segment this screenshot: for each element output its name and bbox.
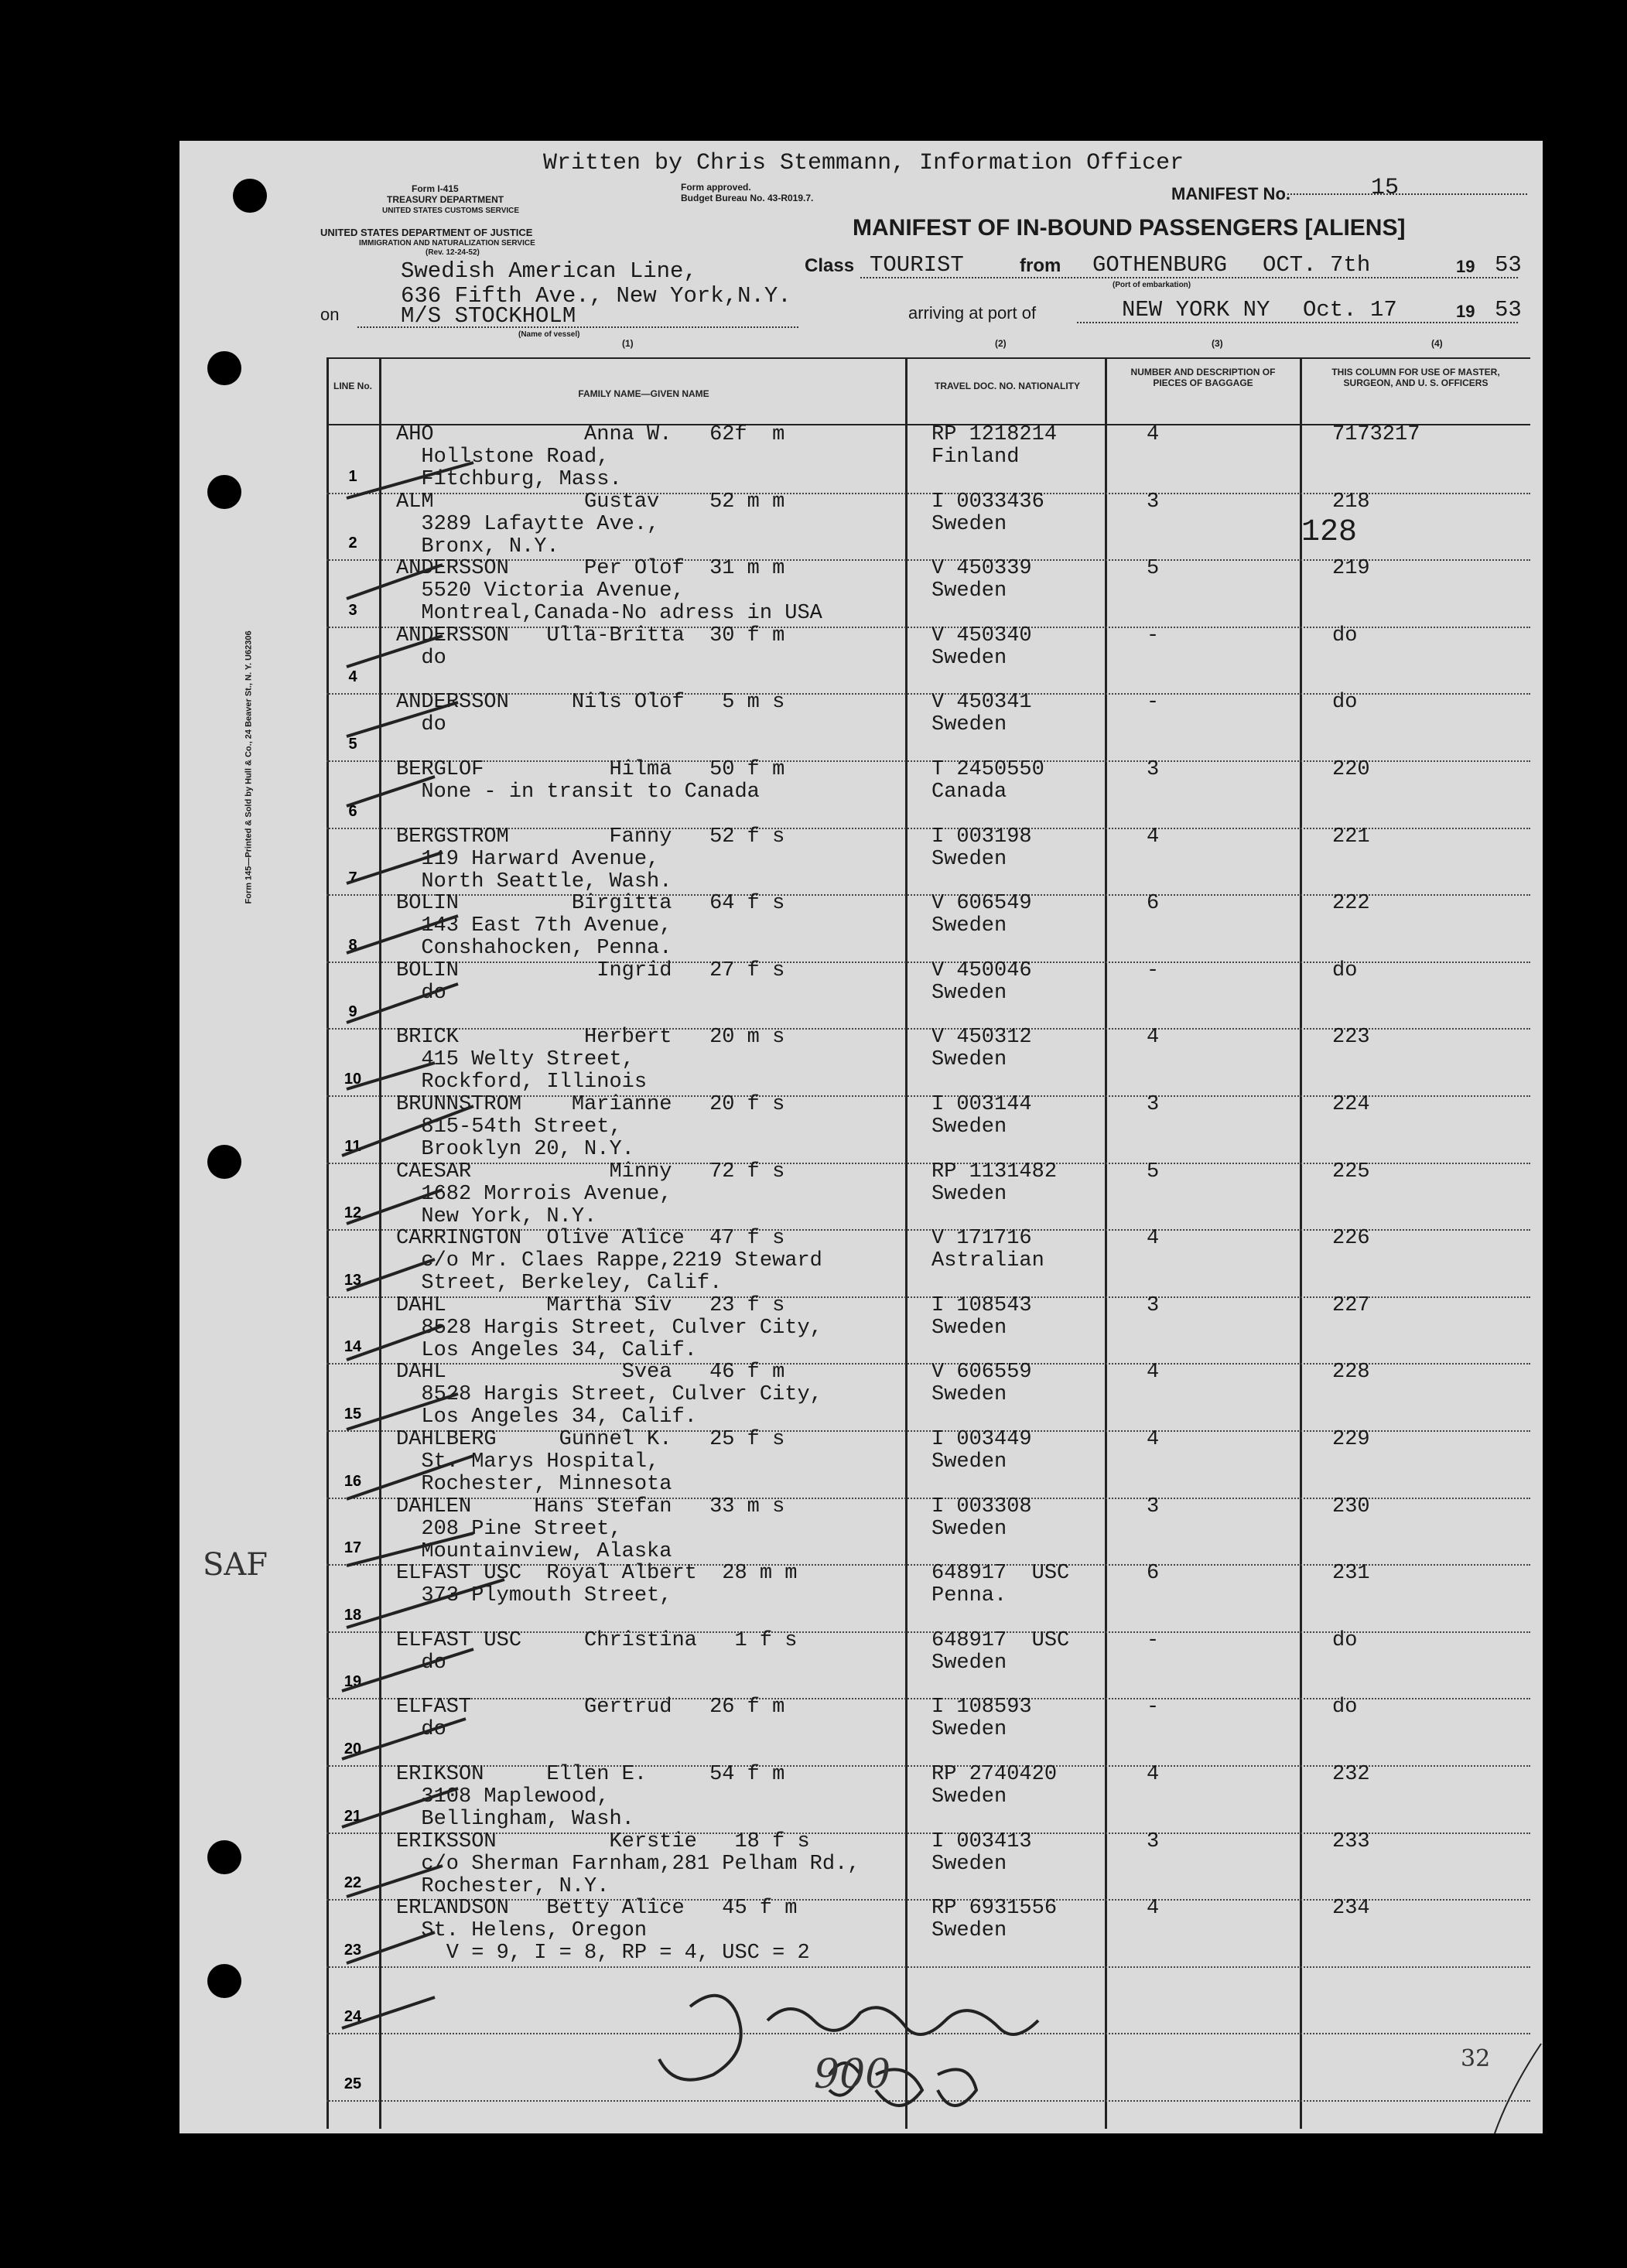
vessel-caption: (Name of vessel) — [518, 330, 580, 339]
passenger-address-1: St. Helens, Oregon — [396, 1919, 648, 1943]
officer-number: 221 — [1332, 825, 1370, 849]
line-number: 17 — [344, 1539, 362, 1557]
baggage-count: - — [1147, 623, 1160, 647]
travel-doc-number: V 606549 — [931, 892, 1032, 916]
nationality: Sweden — [931, 1651, 1007, 1675]
travel-doc-number: V 450340 — [931, 623, 1032, 647]
passenger-address-1: do — [396, 713, 446, 737]
line-number: 1 — [348, 467, 357, 485]
passenger-address-1: 8528 Hargis Street, Culver City, — [396, 1383, 822, 1407]
passenger-address-1: Hollstone Road, — [396, 446, 610, 469]
baggage-count: 4 — [1147, 1227, 1160, 1251]
passenger-address-1: do — [396, 646, 446, 670]
passenger-name: ELFAST Gertrud 26 f m — [396, 1696, 785, 1720]
baggage-count: 4 — [1147, 1026, 1160, 1050]
travel-doc-number: I 108593 — [931, 1696, 1032, 1720]
line-number: 25 — [344, 2075, 362, 2092]
travel-doc-number: I 003308 — [931, 1494, 1032, 1518]
nationality: Sweden — [931, 847, 1007, 871]
line-number: 3 — [348, 601, 357, 619]
passenger-address-1: do — [396, 1651, 446, 1675]
officer-number: 223 — [1332, 1026, 1370, 1050]
baggage-count: 4 — [1147, 1763, 1160, 1786]
manifest-number: 15 — [1371, 175, 1400, 201]
officer-number: do — [1332, 691, 1358, 715]
passenger-address-2: V = 9, I = 8, RP = 4, USC = 2 — [396, 1942, 810, 1966]
officer-number: 226 — [1332, 1227, 1370, 1251]
header-baggage: NUMBER AND DESCRIPTION OF PIECES OF BAGGAGE — [1130, 367, 1276, 388]
baggage-count: 6 — [1147, 892, 1160, 916]
from-label: from — [1020, 255, 1061, 276]
travel-doc-number: RP 1218214 — [931, 423, 1058, 446]
nationality: Sweden — [931, 914, 1007, 938]
passenger-name: ANDERSSON Ulla-Britta 30 f m — [396, 623, 785, 647]
col-num-3: (3) — [1212, 338, 1223, 349]
manifest-sheet — [179, 141, 1543, 2133]
officer-number: 233 — [1332, 1829, 1370, 1853]
passenger-address-2: Rochester, Minnesota — [396, 1473, 672, 1496]
travel-doc-number: V 450312 — [931, 1026, 1032, 1050]
passenger-address-1: St. Marys Hospital, — [396, 1450, 660, 1474]
baggage-count: 5 — [1147, 1160, 1160, 1184]
officer-number: 219 — [1332, 557, 1370, 581]
manifest-label: MANIFEST No. — [1171, 184, 1290, 203]
passenger-address-2: North Seattle, Wash. — [396, 869, 672, 893]
travel-doc-number: I 003449 — [931, 1428, 1032, 1451]
officer-number: 225 — [1332, 1160, 1370, 1184]
arrival-year-prefix: 19 — [1456, 302, 1475, 321]
nationality: Sweden — [931, 1450, 1007, 1474]
class-label: Class — [805, 255, 855, 276]
baggage-count: 3 — [1147, 1293, 1160, 1317]
travel-doc-number: RP 2740420 — [931, 1763, 1058, 1786]
travel-doc-number: I 0033436 — [931, 490, 1044, 514]
passenger-name: AHO Anna W. 62f m — [396, 423, 785, 446]
nationality: Sweden — [931, 1182, 1007, 1206]
travel-doc-number: RP 6931556 — [931, 1897, 1058, 1921]
baggage-count: - — [1147, 1628, 1160, 1652]
line-number: 18 — [344, 1606, 362, 1624]
class-value: TOURIST — [870, 252, 964, 278]
line-number: 9 — [348, 1003, 357, 1021]
embark-caption: (Port of embarkation) — [1113, 281, 1191, 289]
line-number: 7 — [348, 869, 357, 887]
manifest-title: MANIFEST OF IN-BOUND PASSENGERS [ALIENS] — [853, 215, 1406, 241]
travel-doc-number: V 606559 — [931, 1361, 1032, 1385]
passenger-address-2: Montreal,Canada-No adress in USA — [396, 602, 822, 626]
line-number: 21 — [344, 1807, 362, 1825]
passenger-address-2: Bronx, N.Y. — [396, 535, 559, 558]
passenger-address-2: Rochester, N.Y. — [396, 1874, 610, 1898]
nationality: Sweden — [931, 1852, 1007, 1876]
officer-number: 231 — [1332, 1562, 1370, 1586]
passenger-address-2: Street, Berkeley, Calif. — [396, 1272, 723, 1296]
passenger-address-1: 373 Plymouth Street, — [396, 1584, 672, 1608]
baggage-count: - — [1147, 1696, 1160, 1720]
baggage-count: 4 — [1147, 1428, 1160, 1451]
passenger-name: BRUNNSTROM Marianne 20 f s — [396, 1093, 785, 1116]
line-number: 4 — [348, 668, 357, 686]
travel-doc-number: T 2450550 — [931, 758, 1044, 781]
passenger-address-1: c/o Sherman Farnham,281 Pelham Rd., — [396, 1852, 860, 1876]
line-number: 2 — [348, 535, 357, 552]
nationality: Canada — [931, 780, 1007, 804]
baggage-count: - — [1147, 958, 1160, 982]
budget-bureau: Budget Bureau No. 43-R019.7. — [681, 193, 814, 203]
nationality: Penna. — [931, 1584, 1007, 1608]
officer-number: 234 — [1332, 1897, 1370, 1921]
passenger-name: ELFAST USC Christina 1 f s — [396, 1628, 798, 1652]
nationality: Sweden — [931, 646, 1007, 670]
baggage-count: 3 — [1147, 1093, 1160, 1116]
officer-number: do — [1332, 958, 1358, 982]
passenger-name: ERLANDSON Betty Alice 45 f m — [396, 1897, 798, 1921]
passenger-name: ELFAST USC Royal Albert 28 m m — [396, 1562, 798, 1586]
line-number: 20 — [344, 1740, 362, 1757]
travel-doc-number: I 108543 — [931, 1293, 1032, 1317]
baggage-count: 4 — [1147, 1897, 1160, 1921]
line-address: 636 Fifth Ave., New York,N.Y. — [401, 283, 791, 309]
officer-number: 230 — [1332, 1494, 1370, 1518]
side-print: Form 145—Printed & Sold by Hull & Co., 24 Beaver St., N. Y. U62306 — [244, 630, 254, 904]
passenger-name: ERIKSON Ellen E. 54 f m — [396, 1763, 785, 1786]
treasury-dept: TREASURY DEPARTMENT — [387, 194, 504, 205]
passenger-address-1: 8528 Hargis Street, Culver City, — [396, 1316, 822, 1340]
on-label: on — [320, 305, 340, 324]
officer-number: 232 — [1332, 1763, 1370, 1786]
passenger-name: CARRINGTON Olive Alice 47 f s — [396, 1227, 785, 1251]
passenger-name: ANDERSSON Per Olof 31 m m — [396, 557, 785, 581]
officer-number: do — [1332, 1696, 1358, 1720]
passenger-name: BERGLOF Hilma 50 f m — [396, 758, 785, 781]
travel-doc-number: 648917 USC — [931, 1628, 1070, 1652]
officer-number: 228 — [1332, 1361, 1370, 1385]
passenger-name: BOLIN Ingrid 27 f s — [396, 958, 785, 982]
baggage-count: 3 — [1147, 758, 1160, 781]
ins-service: IMMIGRATION AND NATURALIZATION SERVICE — [359, 239, 535, 248]
header-name: FAMILY NAME—GIVEN NAME — [578, 388, 709, 399]
form-number: Form I-415 — [412, 183, 459, 194]
passenger-address-1: 1682 Morrois Avenue, — [396, 1182, 672, 1206]
written-by: Written by Chris Stemmann, Information Officer — [543, 150, 1184, 176]
travel-doc-number: V 450339 — [931, 557, 1032, 581]
passenger-address-2: Mountainview, Alaska — [396, 1539, 672, 1563]
baggage-count: - — [1147, 691, 1160, 715]
baggage-count: 3 — [1147, 1829, 1160, 1853]
passenger-address-1: 5520 Victoria Avenue, — [396, 579, 685, 603]
passenger-address-2: New York, N.Y. — [396, 1204, 597, 1228]
passenger-name: DAHLBERG Gunnel K. 25 f s — [396, 1428, 785, 1451]
col-num-4: (4) — [1431, 338, 1443, 349]
form-revision: (Rev. 12-24-52) — [426, 248, 480, 257]
line-number: 6 — [348, 802, 357, 820]
line-number: 14 — [344, 1338, 362, 1356]
arriving-label: arriving at port of — [908, 303, 1037, 323]
port-arrival: NEW YORK NY — [1122, 297, 1270, 323]
handwritten-marks — [179, 141, 1543, 2133]
officer-number: 7173217 — [1332, 423, 1420, 446]
travel-doc-number: V 171716 — [931, 1227, 1032, 1251]
baggage-count: 5 — [1147, 557, 1160, 581]
passenger-address-1: None - in transit to Canada — [396, 780, 760, 804]
passenger-address-2: Fitchburg, Mass. — [396, 468, 622, 491]
nationality: Finland — [931, 446, 1020, 469]
travel-doc-number: 648917 USC — [931, 1562, 1070, 1586]
officer-number: do — [1332, 1628, 1358, 1652]
nationality: Sweden — [931, 579, 1007, 603]
nationality: Sweden — [931, 1785, 1007, 1809]
passenger-address-1: 415 Welty Street, — [396, 1048, 634, 1072]
justice-dept: UNITED STATES DEPARTMENT OF JUSTICE — [320, 227, 533, 238]
signature-number: 900 — [814, 2051, 891, 2098]
travel-doc-number: V 450046 — [931, 958, 1032, 982]
passenger-address-1: do — [396, 981, 446, 1005]
embark-year-prefix: 19 — [1456, 257, 1475, 276]
passenger-address-2: Brooklyn 20, N.Y. — [396, 1138, 634, 1161]
line-number: 5 — [348, 735, 357, 753]
nationality: Sweden — [931, 1383, 1007, 1407]
header-travel-doc: TRAVEL DOC. NO. NATIONALITY — [935, 381, 1080, 391]
passenger-name: CAESAR Minny 72 f s — [396, 1160, 785, 1184]
passenger-name: DAHL Svea 46 f m — [396, 1361, 785, 1385]
header-line-no: LINE No. — [333, 381, 372, 391]
passenger-address-1: 119 Harward Avenue, — [396, 847, 660, 871]
travel-doc-number: RP 1131482 — [931, 1160, 1058, 1184]
nationality: Sweden — [931, 1316, 1007, 1340]
vessel-name: M/S STOCKHOLM — [401, 303, 576, 329]
line-number: 22 — [344, 1874, 362, 1892]
line-number: 19 — [344, 1673, 362, 1691]
nationality: Sweden — [931, 1517, 1007, 1541]
line-number: 12 — [344, 1204, 362, 1222]
baggage-count: 4 — [1147, 423, 1160, 446]
officer-number: 218 — [1332, 490, 1370, 514]
customs-service: UNITED STATES CUSTOMS SERVICE — [382, 207, 520, 215]
arrival-date: Oct. 17 — [1303, 297, 1397, 323]
officer-number: do — [1332, 623, 1358, 647]
officer-number: 227 — [1332, 1293, 1370, 1317]
passenger-address-1: 143 East 7th Avenue, — [396, 914, 672, 938]
corner-note: 32 — [1461, 2045, 1491, 2072]
arrival-year: 53 — [1495, 297, 1522, 323]
travel-doc-number: I 003144 — [931, 1093, 1032, 1116]
officer-number: 220 — [1332, 758, 1370, 781]
passenger-address-1: 208 Pine Street, — [396, 1517, 622, 1541]
officer-number: 229 — [1332, 1428, 1370, 1451]
line-number: 13 — [344, 1271, 362, 1289]
baggage-count: 4 — [1147, 1361, 1160, 1385]
passenger-name: BRICK Herbert 20 m s — [396, 1026, 785, 1050]
line-number: 16 — [344, 1472, 362, 1490]
passenger-address-2: Los Angeles 34, Calif. — [396, 1406, 697, 1429]
port-embarkation: GOTHENBURG — [1092, 252, 1228, 278]
margin-note-saf: SAF — [203, 1547, 268, 1583]
embark-date: OCT. 7th — [1263, 252, 1371, 278]
passenger-name: DAHL Martha Siv 23 f s — [396, 1293, 785, 1317]
line-number: 15 — [344, 1405, 362, 1423]
line-number: 8 — [348, 936, 357, 954]
travel-doc-number: I 003413 — [931, 1829, 1032, 1853]
passenger-name: DAHLEN Hans Stefan 33 m s — [396, 1494, 785, 1518]
form-approved: Form approved. — [681, 182, 751, 193]
officer-number: 222 — [1332, 892, 1370, 916]
nationality: Sweden — [931, 1048, 1007, 1072]
travel-doc-number: V 450341 — [931, 691, 1032, 715]
page-stamp: 128 — [1301, 515, 1358, 550]
header-officers: THIS COLUMN FOR USE OF MASTER, SURGEON, AND U. S. OFFICERS — [1331, 367, 1500, 388]
col-num-2: (2) — [995, 338, 1007, 349]
nationality: Sweden — [931, 1115, 1007, 1139]
passenger-address-1: 815-54th Street, — [396, 1115, 622, 1139]
passenger-name: ERIKSSON Kerstie 18 f s — [396, 1829, 810, 1853]
passenger-address-1: do — [396, 1718, 446, 1742]
nationality: Sweden — [931, 981, 1007, 1005]
line-number: 24 — [344, 2008, 362, 2026]
nationality: Sweden — [931, 713, 1007, 737]
nationality: Sweden — [931, 512, 1007, 536]
baggage-count: 3 — [1147, 490, 1160, 514]
passenger-address-2: Rockford, Illinois — [396, 1071, 648, 1095]
passenger-address-2: Conshahocken, Penna. — [396, 937, 672, 961]
passenger-address-2: Los Angeles 34, Calif. — [396, 1338, 697, 1362]
nationality: Astralian — [931, 1249, 1044, 1273]
line-company: Swedish American Line, — [401, 258, 697, 284]
passenger-name: BOLIN Birgitta 64 f s — [396, 892, 785, 916]
line-number: 10 — [344, 1070, 362, 1088]
passenger-name: ALM Gustav 52 m m — [396, 490, 785, 514]
passenger-name: ANDERSSON Nils Olof 5 m s — [396, 691, 785, 715]
baggage-count: 4 — [1147, 825, 1160, 849]
passenger-address-2: Bellingham, Wash. — [396, 1808, 634, 1831]
nationality: Sweden — [931, 1919, 1007, 1943]
passenger-address-1: c/o Mr. Claes Rappe,2219 Steward — [396, 1249, 822, 1273]
officer-number: 224 — [1332, 1093, 1370, 1116]
passenger-address-1: 3108 Maplewood, — [396, 1785, 610, 1809]
baggage-count: 6 — [1147, 1562, 1160, 1586]
line-number: 11 — [344, 1137, 361, 1155]
passenger-name: BERGSTROM Fanny 52 f s — [396, 825, 785, 849]
baggage-count: 3 — [1147, 1494, 1160, 1518]
col-num-1: (1) — [622, 338, 634, 349]
nationality: Sweden — [931, 1718, 1007, 1742]
embark-year: 53 — [1495, 252, 1522, 278]
line-number: 23 — [344, 1941, 362, 1959]
travel-doc-number: I 003198 — [931, 825, 1032, 849]
passenger-address-1: 3289 Lafaytte Ave., — [396, 512, 660, 536]
